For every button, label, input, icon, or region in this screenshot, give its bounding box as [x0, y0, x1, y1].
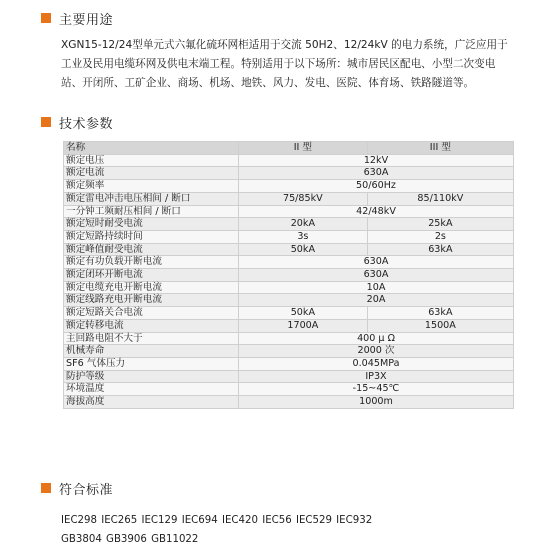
- section-header-usage: [41, 10, 113, 26]
- table-row: [64, 281, 514, 294]
- param-value: 2000 次: [239, 345, 514, 358]
- param-name: 额定频率: [64, 180, 239, 193]
- table-row: [64, 205, 514, 218]
- param-value-type-3: 63kA: [367, 307, 513, 320]
- intro-line: XGN15-12/24型单元式六氟化硫环网柜适用于交流 50H2、12/24kV 的电力系统，广泛应用于: [61, 39, 508, 51]
- param-name: 主回路电阻不大于: [64, 332, 239, 345]
- section-header-standards: [41, 480, 113, 496]
- table-row: [64, 269, 514, 282]
- param-value: 12kV: [239, 154, 514, 167]
- param-name: 额定雷电冲击电压相间 / 断口: [64, 192, 239, 205]
- param-name: 额定线路充电开断电流: [64, 294, 239, 307]
- param-name: 额定短路持续时间: [64, 230, 239, 243]
- param-value: 630A: [239, 269, 514, 282]
- param-name: 额定转移电流: [64, 319, 239, 332]
- table-row: [64, 243, 514, 256]
- param-name: 额定电缆充电开断电流: [64, 281, 239, 294]
- param-value-type-3: 2s: [367, 230, 513, 243]
- param-value-type-2: 1700A: [239, 319, 368, 332]
- section-title-standards: 符合标准: [59, 482, 114, 498]
- param-name: 环境温度: [64, 383, 239, 396]
- standards-line: GB3804 GB3906 GB11022: [61, 534, 199, 545]
- param-name: 机械寿命: [64, 345, 239, 358]
- table-row: [64, 332, 514, 345]
- param-name: 额定电流: [64, 167, 239, 180]
- table-row: [64, 370, 514, 383]
- standards-line: IEC298 IEC265 IEC129 IEC694 IEC420 IEC56 IEC529 IEC932: [61, 515, 373, 526]
- param-value: 1000m: [239, 396, 514, 409]
- param-value: 0.045MPa: [239, 357, 514, 370]
- table-row: [64, 230, 514, 243]
- param-value-type-2: 50kA: [239, 243, 368, 256]
- param-name: 额定有功负载开断电流: [64, 256, 239, 269]
- param-value: -15~45℃: [239, 383, 514, 396]
- intro-line: 站、开闭所、工矿企业、商场、机场、地铁、风力、发电、医院、体育场、铁路隧道等。: [61, 77, 475, 89]
- table-header-row: [64, 142, 514, 155]
- param-name: 防护等级: [64, 370, 239, 383]
- param-value-type-3: 1500A: [367, 319, 513, 332]
- orange-square-icon: [41, 13, 51, 23]
- table-row: [64, 319, 514, 332]
- standards-list: [61, 511, 372, 549]
- header-type-2: II 型: [239, 142, 368, 155]
- param-value: 630A: [239, 256, 514, 269]
- param-value-type-2: 75/85kV: [239, 192, 368, 205]
- section-title-usage: 主要用途: [59, 12, 114, 28]
- param-name: 额定闭环开断电流: [64, 269, 239, 282]
- param-name: 海拔高度: [64, 396, 239, 409]
- param-value: 400 μ Ω: [239, 332, 514, 345]
- table-row: [64, 154, 514, 167]
- table-row: [64, 167, 514, 180]
- param-name: 额定电压: [64, 154, 239, 167]
- header-type-3: III 型: [367, 142, 513, 155]
- orange-square-icon: [41, 483, 51, 493]
- param-value-type-2: 3s: [239, 230, 368, 243]
- param-value-type-2: 20kA: [239, 218, 368, 231]
- param-value: 42/48kV: [239, 205, 514, 218]
- param-value: 50/60Hz: [239, 180, 514, 193]
- param-value-type-2: 50kA: [239, 307, 368, 320]
- table-row: [64, 383, 514, 396]
- param-value-type-3: 85/110kV: [367, 192, 513, 205]
- header-name: 名称: [64, 142, 239, 155]
- param-name: 额定短路关合电流: [64, 307, 239, 320]
- param-name: 额定峰值耐受电流: [64, 243, 239, 256]
- param-name: 一分钟工频耐压相间 / 断口: [64, 205, 239, 218]
- table-row: [64, 307, 514, 320]
- table-row: [64, 218, 514, 231]
- param-value: 20A: [239, 294, 514, 307]
- table-row: [64, 294, 514, 307]
- orange-square-icon: [41, 117, 51, 127]
- spec-table: [63, 141, 514, 409]
- table-row: [64, 396, 514, 409]
- intro-line: 工业及民用电缆环网及供电末端工程。特别适用于以下场所：城市居民区配电、小型二次变电: [61, 58, 496, 70]
- table-row: [64, 192, 514, 205]
- param-value: 10A: [239, 281, 514, 294]
- param-name: SF6 气体压力: [64, 357, 239, 370]
- param-value: 630A: [239, 167, 514, 180]
- param-value-type-3: 63kA: [367, 243, 513, 256]
- param-value: IP3X: [239, 370, 514, 383]
- table-row: [64, 345, 514, 358]
- section-header-specs: [41, 114, 113, 130]
- section-title-specs: 技术参数: [59, 116, 114, 132]
- table-row: [64, 357, 514, 370]
- intro-text: [61, 36, 521, 93]
- param-value-type-3: 25kA: [367, 218, 513, 231]
- table-row: [64, 180, 514, 193]
- param-name: 额定短时耐受电流: [64, 218, 239, 231]
- table-row: [64, 256, 514, 269]
